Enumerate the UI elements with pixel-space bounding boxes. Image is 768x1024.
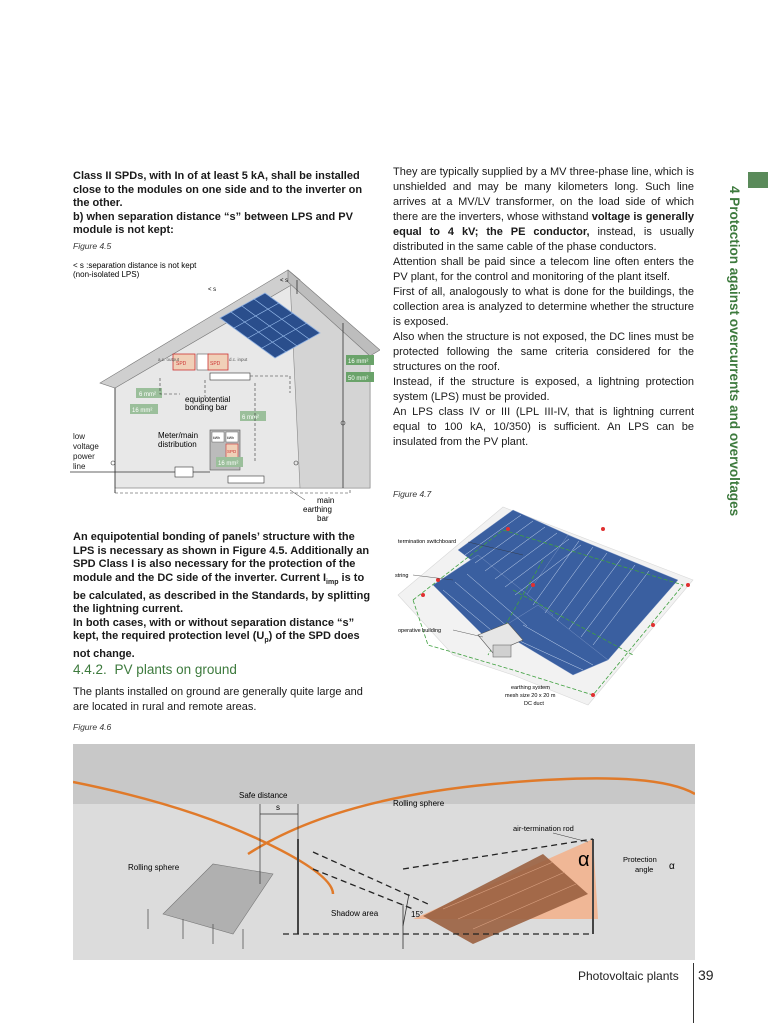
alpha-small-symbol: α — [669, 861, 675, 872]
alpha-angle-symbol: α — [578, 849, 590, 871]
meter-main-label: Meter/main — [158, 431, 199, 440]
ac-output-label: a.c. output — [158, 357, 180, 362]
figure-4-6-caption: Figure 4.6 — [73, 722, 112, 732]
figure-4-7-pv-plant-layout — [393, 505, 698, 710]
distribution-label: distribution — [158, 440, 197, 449]
right-paragraph-3: First of all, analogously to what is done for the buildings, the collection area is analyzed to determine whether the structure is exposed. — [393, 286, 694, 328]
equipotential-bar — [210, 373, 250, 380]
body-p2-end: ) of the SPD does not change. — [73, 630, 360, 661]
figure-4-7-caption: Figure 4.7 — [393, 489, 432, 499]
intro-line-1: Class II SPDs, with In of at least 5 kA, shall be installed close to the modules on one side and to the inverter on the other. — [73, 170, 363, 210]
equipotential-label: equipotential — [185, 395, 231, 404]
main-earthing-bar — [228, 476, 264, 483]
angle-label: angle — [635, 865, 654, 874]
mesh-size-label: mesh size 20 x 20 m — [505, 693, 556, 699]
left-intro — [73, 170, 376, 238]
chapter-tab — [748, 172, 768, 188]
right-paragraph-1 — [393, 165, 694, 255]
body-p2-sub: p — [264, 637, 269, 645]
body-p2-text: In both cases, with or without separation distance “s” kept, the required protection level (U — [73, 616, 355, 643]
lv-line-2: voltage — [73, 442, 99, 451]
right-paragraph-5: Instead, if the structure is exposed, a lightning protection system (LPS) must be provided. — [393, 376, 694, 403]
body-paragraph-1 — [73, 531, 376, 617]
rolling-sphere-right-label: Rolling sphere — [393, 799, 445, 808]
body-p1-sub: imp — [326, 578, 339, 586]
kwh-label-1: kWh — [213, 436, 220, 440]
chapter-title-text: 4 Protection against overcurrents and overvoltages — [727, 186, 742, 517]
earthing-label: earthing — [303, 505, 332, 514]
right-paragraph-6: An LPS class IV or III (LPL III-IV, that is lightning current equal to 100 kA, 10/350) is sufficient. An LPS can be insulated from the PV plant. — [393, 406, 694, 448]
rolling-sphere-left-label: Rolling sphere — [128, 863, 180, 872]
wire-6mm-left: 6 mm² — [139, 392, 156, 398]
figure-4-6-rolling-sphere — [73, 744, 695, 960]
wire-6mm-mid: 6 mm² — [242, 415, 259, 421]
footer-divider — [693, 963, 694, 1023]
shadow-area-label: Shadow area — [331, 909, 379, 918]
right-p1-text: They are typically supplied by a MV three-phase line, which is unshielded and may be many kilometers long. Such line arrives at a MV/LV transformer, on the load side of which there are the inverters, whose withstand — [393, 166, 694, 223]
protection-label: Protection — [623, 855, 657, 864]
s-label-left: < s — [208, 287, 217, 293]
chapter-title — [727, 186, 749, 546]
termination-switchboard-label: termination switchboard — [398, 539, 457, 545]
separation-note-1: < s :separation distance is not kept — [73, 261, 197, 270]
body-p1-text: An equipotential bonding of panels’ structure with the LPS is necessary as shown in Figure 4.5. Additionally an SPD Class I is also necessary for the protection of the module and the DC side of the inverter. Current I — [73, 531, 370, 584]
wire-16mm-right: 16 mm² — [348, 359, 369, 365]
right-p1-end: instead, is usually distributed in the same cable of the phase conductors. — [393, 226, 694, 253]
figure-4-5-caption: Figure 4.5 — [73, 241, 112, 251]
kwh-label-2: kWh — [227, 436, 234, 440]
figure-4-5-house-diagram — [60, 258, 380, 526]
footer-title: Photovoltaic plants — [578, 969, 679, 983]
dc-duct-label: DC duct — [524, 701, 544, 707]
spd-label-1: SPD — [176, 361, 187, 367]
intro-line-2: b) when separation distance “s” between LPS and PV module is not kept: — [73, 210, 353, 237]
air-termination-rod-label: air-termination rod — [513, 824, 574, 833]
section-heading — [73, 662, 237, 677]
spd-label-2: SPD — [210, 361, 221, 367]
s-distance-label: s — [276, 803, 280, 812]
inverter-box — [197, 354, 209, 370]
body-p1-end: is to be calculated, as described in the Standards, by splitting the lightning current. — [73, 571, 371, 616]
right-paragraph-2: Attention shall be paid since a telecom line often enters the PV plant, for the control and monitoring of the plant itself. — [393, 256, 694, 283]
bar-label: bar — [317, 514, 329, 523]
section-text: The plants installed on ground are generally quite large and are located in rural and remote areas. — [73, 686, 363, 713]
string-label: string — [395, 573, 409, 579]
page-number: 39 — [698, 967, 714, 983]
main-label: main — [317, 496, 335, 505]
low-voltage-line-label — [73, 432, 113, 472]
section-number: 4.4.2. — [73, 662, 107, 677]
separation-note-2: (non-isolated LPS) — [73, 270, 140, 279]
body-paragraph-2 — [73, 617, 376, 662]
wire-50mm-right: 50 mm² — [348, 376, 369, 382]
right-paragraph-4: Also when the structure is not exposed, the DC lines must be protected following the same criteria considered for the structures on the roof. — [393, 331, 694, 373]
spd-label-3: SPD — [227, 449, 237, 454]
lv-line-3: power — [73, 452, 95, 461]
s-label-right: < s — [280, 278, 289, 284]
right-column-text — [393, 165, 694, 450]
earthing-system-label: earthing system — [511, 685, 550, 691]
wire-16mm-bottom: 16 mm² — [218, 461, 239, 467]
safe-distance-label: Safe distance — [239, 791, 288, 800]
left-body — [73, 531, 376, 662]
bonding-bar-label: bonding bar — [185, 403, 228, 412]
section-title: PV plants on ground — [114, 662, 237, 677]
lv-line-4: line — [73, 462, 86, 471]
fifteen-degrees-label: 15° — [411, 910, 424, 919]
dc-input-label: d.c. input — [229, 357, 248, 362]
wire-16mm-left: 16 mm² — [132, 408, 153, 414]
operative-building-label: operative building — [398, 628, 442, 634]
right-p1-bold: voltage is generally equal to 4 kV; the PE conductor, — [393, 211, 694, 238]
lv-line-1: low — [73, 432, 86, 441]
